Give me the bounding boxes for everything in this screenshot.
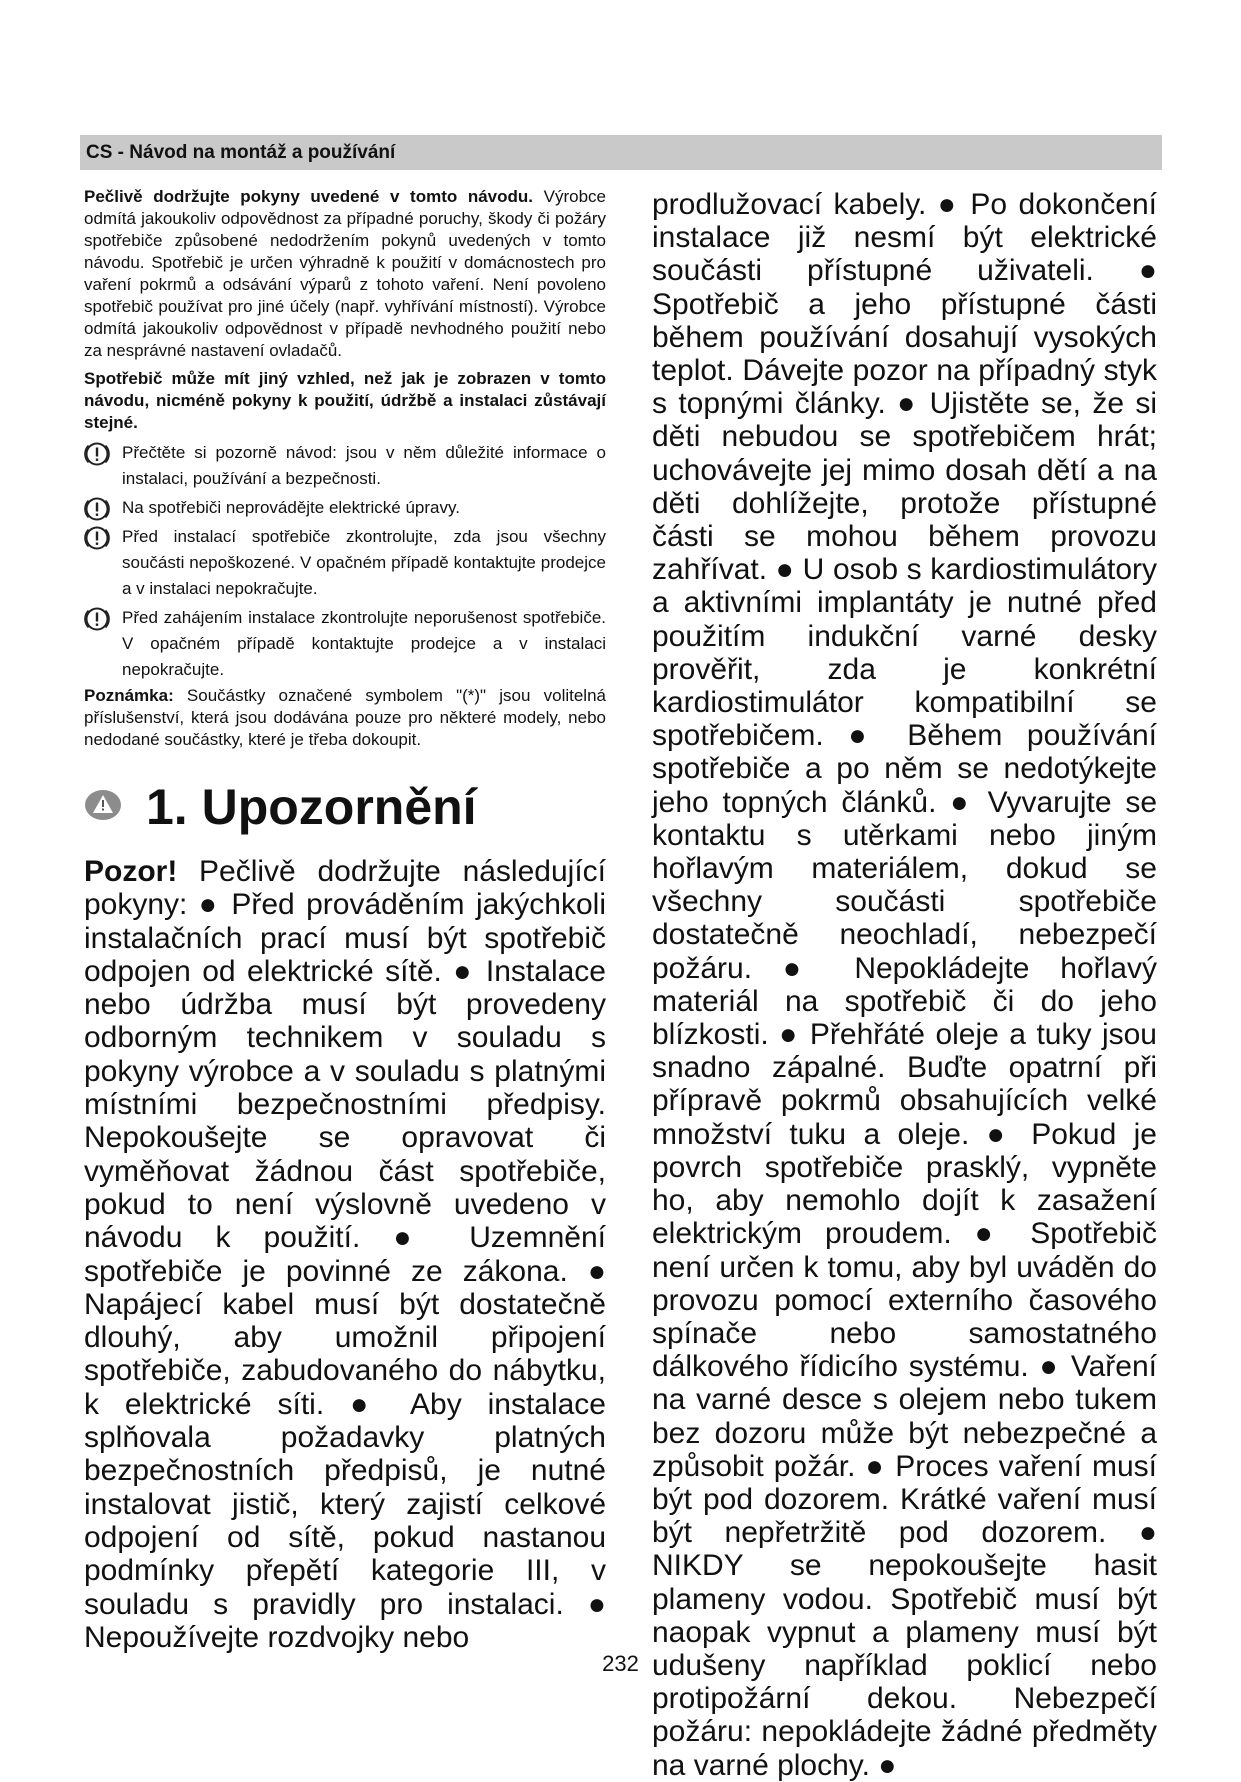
- notice-item: [84, 524, 606, 602]
- notice-text: Na spotřebiči neprovádějte elektrické úpravy.: [122, 498, 460, 517]
- intro-text: Výrobce odmítá jakoukoliv odpovědnost za případné poruchy, škody či požáry spotřebiče způsobené nedodržením pokynů uvedených v tomto návodu. Spotřebič je určen výhradně k použití v domácnostech pro vaření pokrmů a odsávání výparů z tohoto vaření. Není povoleno spotřebič používat pro jiné účely (např. vyhřívání místností). Výrobce odmítá jakoukoliv odpovědnost v případě nevhodného použití nebo za nesprávné nastavení ovladačů.: [84, 187, 606, 360]
- caution-icon: [84, 496, 110, 522]
- header-bar: [80, 135, 1162, 170]
- section-title: [84, 777, 606, 841]
- note-text: Součástky označené symbolem "(*)" jsou volitelná příslušenství, která jsou dodávána pouze pro některé modely, nebo nedodané součástky, které je třeba dokoupit.: [84, 686, 606, 749]
- appearance-note: [84, 368, 606, 434]
- section-heading: 1. Upozornění: [146, 779, 477, 835]
- warning-lead: Pozor!: [84, 855, 178, 888]
- notice-item: [84, 495, 606, 521]
- right-column: [652, 188, 1157, 1782]
- left-column: [84, 186, 606, 1654]
- caution-icon: [84, 525, 110, 551]
- warning-body-left: Pečlivě dodržujte následující pokyny: ● Před prováděním jakýchkoli instalačních prací musí být spotřebič odpojen od elektrické sítě. ● Instalace nebo údržba musí být provedeny odborným technikem v souladu s pokyny výrobce a v souladu s platnými místními bezpečnostními předpisy. Nepokoušejte se opravovat či vyměňovat žádnou část spotřebiče, pokud to není výslovně uvedeno v návodu k použití. ● Uzemnění spotřebiče je povinné ze zákona. ● Napájecí kabel musí být dostatečně dlouhý, aby umožnil připojení spotřebiče, zabudovaného do nábytku, k elektrické síti. ● Aby instalace splňovala požadavky platných bezpečnostních předpisů, je nutné instalovat jistič, který zajistí celkové odpojení od sítě, pokud nastanou podmínky přepětí kategorie III, v souladu s pravidly pro instalaci. ● Nepoužívejte rozdvojky nebo: [84, 855, 606, 1654]
- note-paragraph: [84, 685, 606, 751]
- intro-paragraph: [84, 186, 606, 362]
- caution-icon: [84, 441, 110, 467]
- caution-icon: [84, 606, 110, 632]
- page-number: 232: [602, 1651, 639, 1676]
- page-title: CS - Návod na montáž a používání: [86, 142, 396, 163]
- notice-text: Před zahájením instalace zkontrolujte neporušenost spotřebiče. V opačném případě kontaktujte prodejce a v instalaci nepokračujte.: [122, 608, 606, 679]
- notice-item: [84, 440, 606, 492]
- warning-text-right: [652, 188, 1157, 1782]
- notice-item: [84, 605, 606, 683]
- note-label: Poznámka:: [84, 686, 174, 705]
- intro-bold-lead: Pečlivě dodržujte pokyny uvedené v tomto návodu.: [84, 187, 534, 206]
- warning-text-left: [84, 855, 606, 1654]
- notice-text: Před instalací spotřebiče zkontrolujte, zda jsou všechny součásti nepoškozené. V opačném případě kontaktujte prodejce a v instalaci nepokračujte.: [122, 527, 606, 598]
- notice-text: Přečtěte si pozorně návod: jsou v něm důležité informace o instalaci, používání a bezpečnosti.: [122, 443, 606, 488]
- appearance-note-text: Spotřebič může mít jiný vzhled, než jak je zobrazen v tomto návodu, nicméně pokyny k použití, údržbě a instalaci zůstávají stejné.: [84, 369, 606, 432]
- warning-body-right: prodlužovací kabely. ● Po dokončení instalace již nesmí být elektrické součásti přístupné uživateli. ● Spotřebič a jeho přístupné části během používání dosahují vysokých teplot. Dávejte pozor na případný styk s topnými články. ● Ujistěte se, že si děti nebudou se spotřebičem hrát; uchovávejte jej mimo dosah dětí a na děti dohlížejte, protože přístupné části se mohou během provozu zahřívat. ● U osob s kardiostimulátory a aktivními implantáty je nutné před použitím indukční varné desky prověřit, zda je konkrétní kardiostimulátor kompatibilní se spotřebičem. ● Během používání spotřebiče a po něm se nedotýkejte jeho topných článků. ● Vyvarujte se kontaktu s utěrkami nebo jiným hořlavým materiálem, dokud se všechny součásti spotřebiče dostatečně neochladí, nebezpečí požáru. ● Nepokládejte hořlavý materiál na spotřebič či do jeho blízkosti. ● Přehřáté oleje a tuky jsou snadno zápalné. Buďte opatrní při přípravě pokrmů obsahujících velké množství tuku a oleje. ● Pokud je povrch spotřebiče prasklý, vypněte ho, aby nemohlo dojít k zasažení elektrickým proudem. ● Spotřebič není určen k tomu, aby byl uváděn do provozu pomocí externího časového spínače nebo samostatného dálkového řídicího systému. ● Vaření na varné desce s olejem nebo tukem bez dozoru může být nebezpečné a způsobit požár. ● Proces vaření musí být pod dozorem. Krátké vaření musí být nepřetržitě pod dozorem. ● NIKDY se nepokoušejte hasit plameny vodou. Spotřebič musí být naopak vypnut a plameny musí být udušeny například poklicí nebo protipožární dekou. Nebezpečí požáru: nepokládejte žádné předměty na varné plochy. ●: [652, 188, 1157, 1782]
- warning-icon: [84, 789, 122, 821]
